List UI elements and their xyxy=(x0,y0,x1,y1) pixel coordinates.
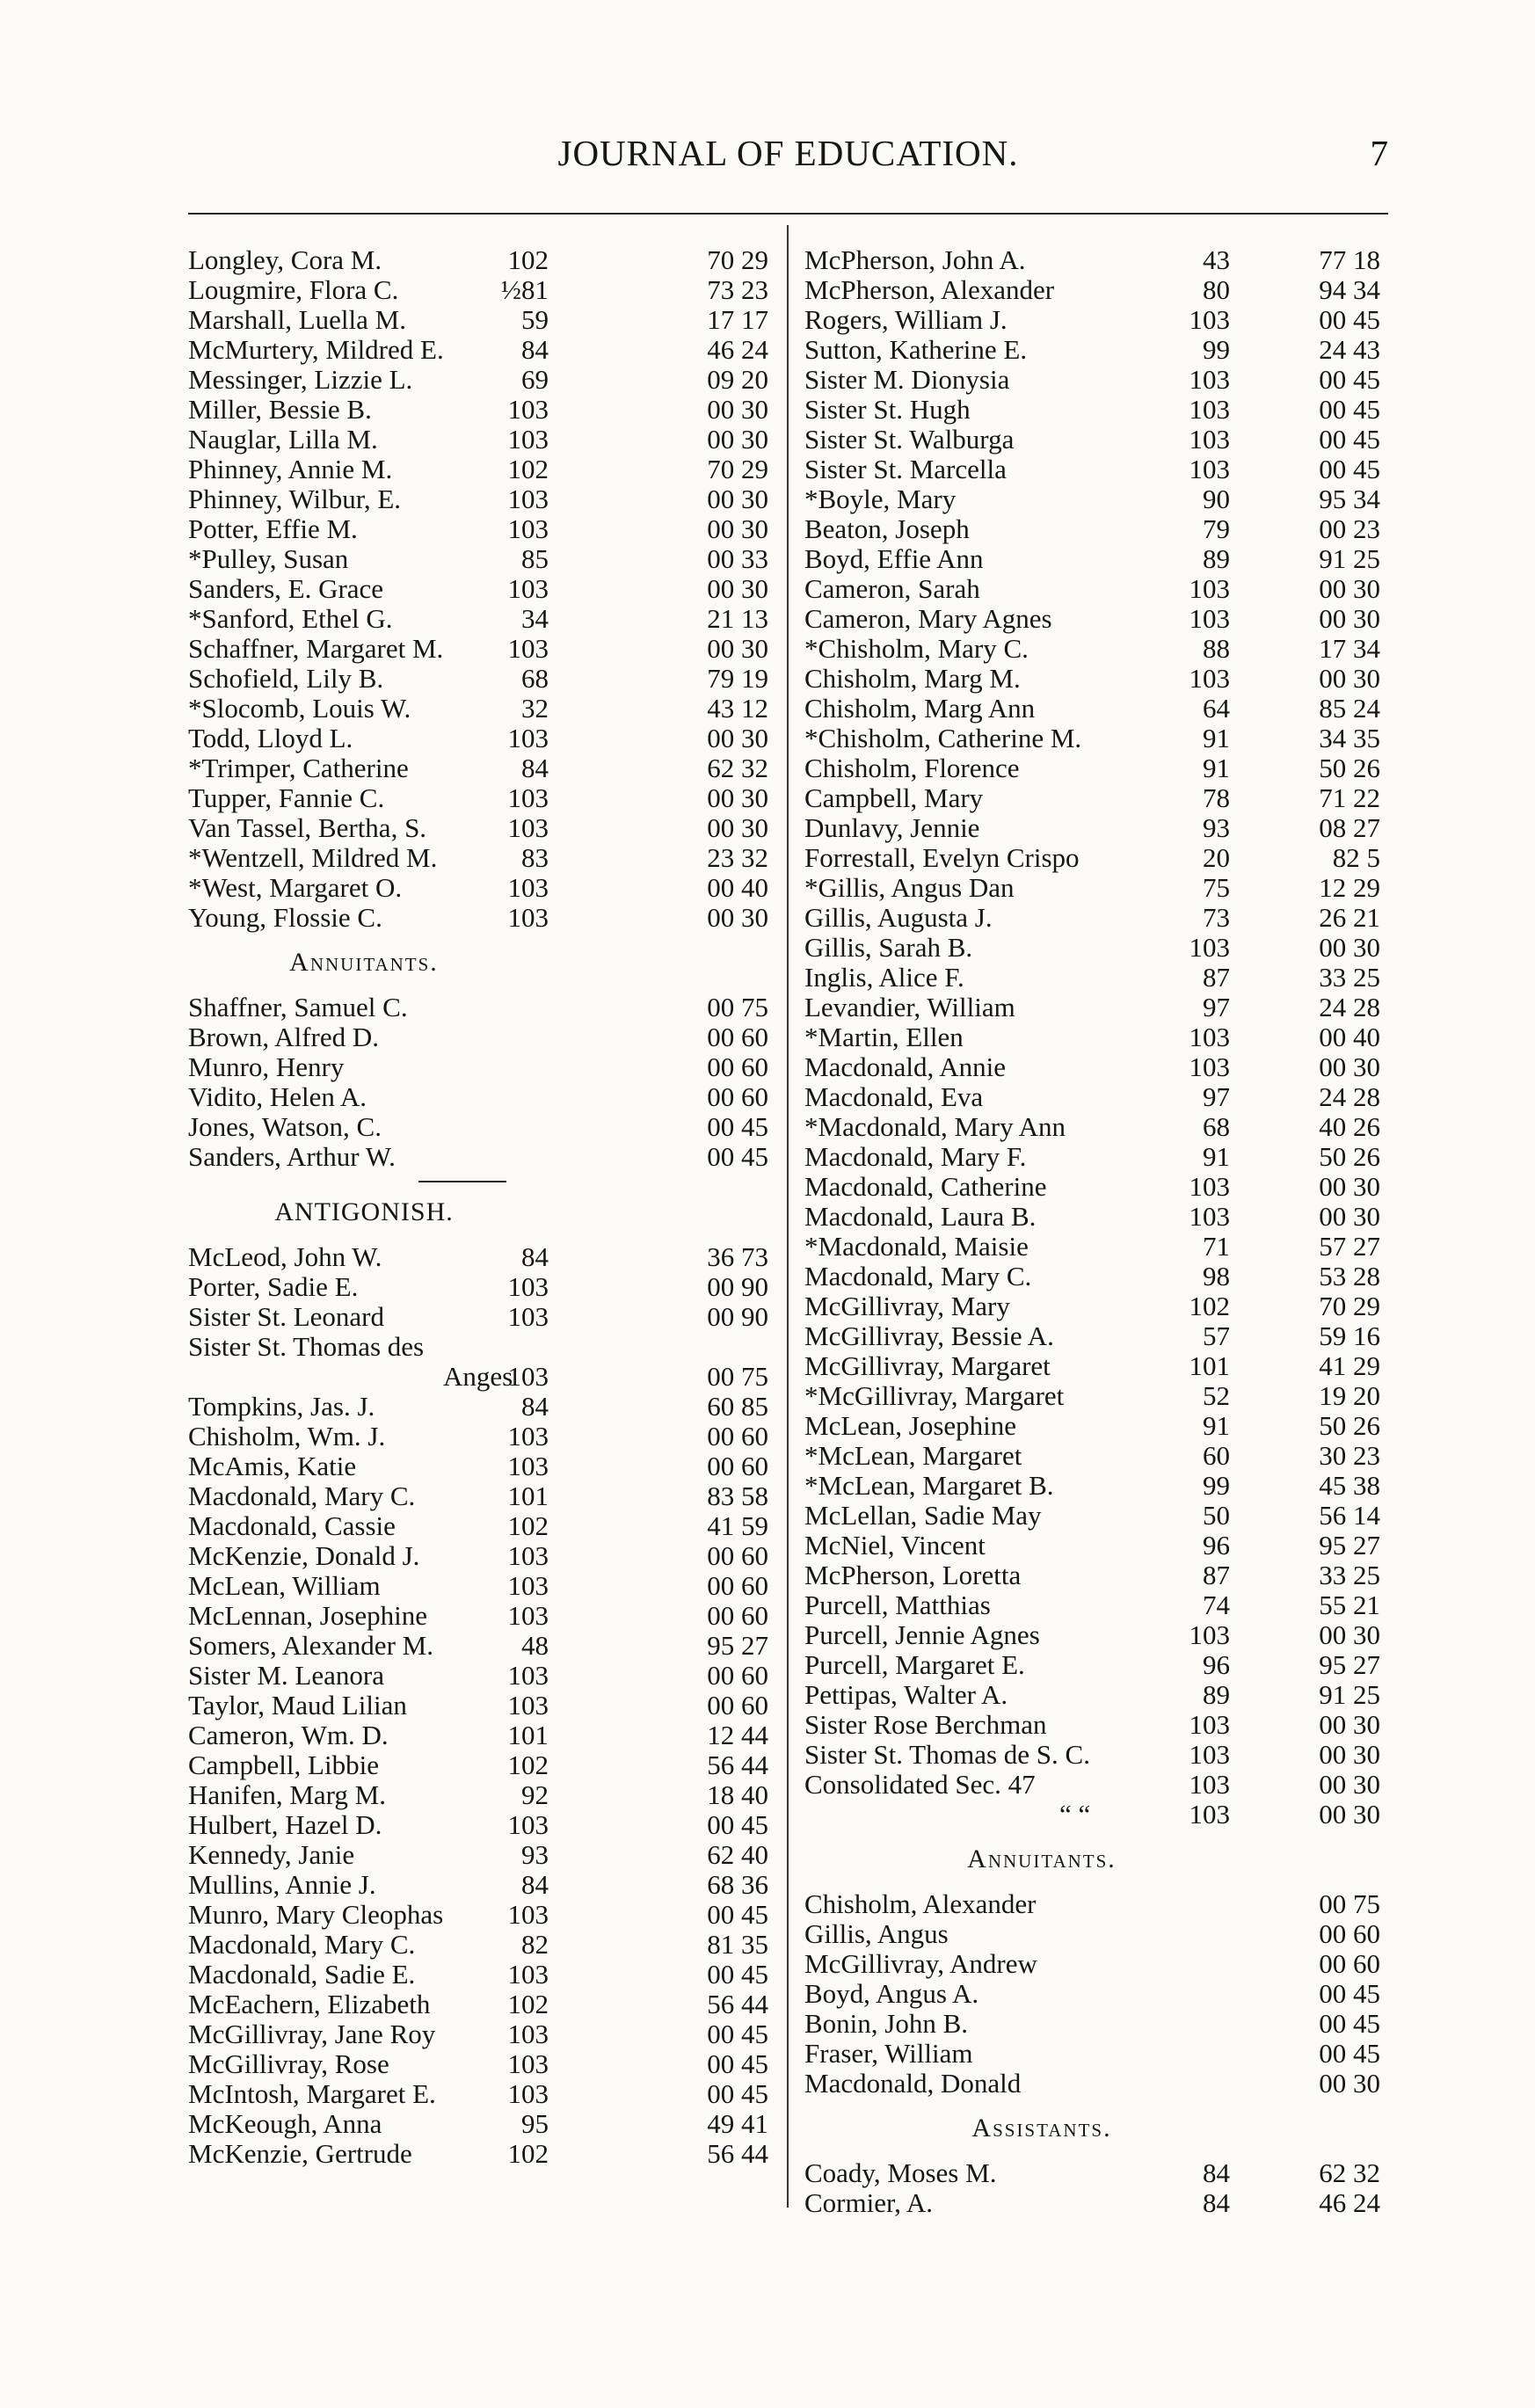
entry-name: *Macdonald, Mary Ann xyxy=(804,1111,1066,1142)
entry-name: Macdonald, Mary F. xyxy=(804,1141,1027,1172)
annuitants-heading: Annuitants. xyxy=(967,1844,1117,1873)
list-row: McPherson, Alexander 80 34 94 xyxy=(804,274,1380,305)
header-rule xyxy=(188,213,1388,215)
entry-name: Sister St. Marcella xyxy=(804,454,1007,484)
entry-name: Dunlavy, Jennie xyxy=(804,812,980,843)
list-row: Taylor, Maud Lilian 103 60 00 xyxy=(188,1690,768,1721)
entry-name: *McLean, Margaret xyxy=(804,1440,1022,1471)
annuitants-list xyxy=(188,993,777,1172)
entry-name: Inglis, Alice F. xyxy=(804,962,964,993)
list-row: Hanifen, Marg M. 92 40 18 xyxy=(188,1779,768,1810)
list-row: Purcell, Matthias 74 21 55 xyxy=(804,1590,1380,1620)
entry-name: Sister St. Thomas des xyxy=(188,1331,425,1362)
entry-name: Phinney, Wilbur, E. xyxy=(188,484,402,514)
list-row: Jones, Watson, C. 45 00 xyxy=(188,1111,768,1142)
list-row: Messinger, Lizzie L. 69 20 09 xyxy=(188,364,768,395)
entry-name: McLeod, John W. xyxy=(188,1241,382,1272)
page-number: 7 xyxy=(1370,133,1388,173)
list-row: Schofield, Lily B. 68 19 79 xyxy=(188,663,768,694)
entry-name: Vidito, Helen A. xyxy=(188,1081,367,1112)
entry-name: Macdonald, Cassie xyxy=(188,1510,396,1541)
annuitants-heading: Annuitants. xyxy=(289,948,439,977)
entry-name: *Gillis, Angus Dan xyxy=(804,872,1015,903)
entry-name: *Chisholm, Catherine M. xyxy=(804,723,1082,753)
list-row xyxy=(188,1332,777,1362)
list-row: Campbell, Mary 78 22 71 xyxy=(804,782,1380,813)
entry-name: Beaton, Joseph xyxy=(804,513,970,544)
list-row: McLeod, John W. 84 73 36 xyxy=(188,1241,768,1272)
entry-name: *Chisholm, Mary C. xyxy=(804,633,1029,664)
list-row: *Wentzell, Mildred M. 83 32 23 xyxy=(188,842,768,873)
entry-name: Sister Rose Berchman xyxy=(804,1709,1047,1740)
list-row: Macdonald, Annie 103 30 00 xyxy=(804,1051,1380,1082)
entry-name: Hanifen, Marg M. xyxy=(188,1779,386,1810)
entry-name: *Sanford, Ethel G. xyxy=(188,603,393,634)
entry-name: Sister St. Leonard xyxy=(188,1301,384,1332)
list-row: Cameron, Wm. D. 101 44 12 xyxy=(188,1720,768,1750)
list-row: Somers, Alexander M. 48 27 95 xyxy=(188,1630,768,1661)
list-row: Boyd, Angus A. 45 00 xyxy=(804,1978,1380,2009)
entry-name: McGillivray, Andrew xyxy=(804,1948,1037,1979)
entry-name: Bonin, John B. xyxy=(804,2008,969,2039)
entry-name: McLean, Josephine xyxy=(804,1410,1017,1441)
entry-name: *McLean, Margaret B. xyxy=(804,1470,1054,1501)
list-row: Porter, Sadie E. 103 90 00 xyxy=(188,1271,768,1302)
list-row: *Macdonald, Maisie 71 27 57 xyxy=(804,1231,1380,1262)
entry-name: Jones, Watson, C. xyxy=(188,1111,382,1142)
entry-name: *Boyle, Mary xyxy=(804,484,957,514)
county-heading: ANTIGONISH. xyxy=(274,1197,454,1226)
list-row: Gillis, Angus 60 00 xyxy=(804,1918,1380,1949)
list-row: Sister St. Hugh 103 45 00 xyxy=(804,394,1380,425)
annuitants-list xyxy=(804,1888,1380,2099)
entry-name: *Wentzell, Mildred M. xyxy=(188,842,438,873)
list-row: Boyd, Effie Ann 89 25 91 xyxy=(804,543,1380,574)
list-row: Lougmire, Flora C. 81½ 23 73 xyxy=(188,274,768,305)
list-row: Mullins, Annie J. 84 36 68 xyxy=(188,1869,768,1900)
entry-name: Macdonald, Mary C. xyxy=(188,1480,416,1511)
entry-name: Purcell, Matthias xyxy=(804,1590,991,1620)
entry-name: McGillivray, Mary xyxy=(804,1291,1010,1321)
list-row: Sister St. Walburga 103 45 00 xyxy=(804,424,1380,455)
list-row: Vidito, Helen A. 60 00 xyxy=(188,1081,768,1112)
list-row: Sutton, Katherine E. 99 43 24 xyxy=(804,334,1380,365)
page-header xyxy=(188,132,1388,183)
entry-name: Chisholm, Marg Ann xyxy=(804,693,1036,724)
entry-name: McLennan, Josephine xyxy=(188,1600,428,1631)
list-row: Inglis, Alice F. 87 25 33 xyxy=(804,962,1380,993)
entry-name: Macdonald, Donald xyxy=(804,2068,1022,2099)
list-row: Chisholm, Marg Ann 64 24 85 xyxy=(804,693,1380,724)
list-row: Beaton, Joseph 79 23 00 xyxy=(804,513,1380,544)
entry-name: Cameron, Sarah xyxy=(804,573,980,604)
list-row: Nauglar, Lilla M. 103 30 00 xyxy=(188,424,768,455)
entry-name: Lougmire, Flora C. xyxy=(188,274,399,305)
entry-name: Potter, Effie M. xyxy=(188,513,358,544)
list-row: Pettipas, Walter A. 89 25 91 xyxy=(804,1679,1380,1710)
entry-name: Levandier, William xyxy=(804,992,1015,1022)
list-row: Dunlavy, Jennie 93 27 08 xyxy=(804,812,1380,843)
entry-name: McEachern, Elizabeth xyxy=(188,1989,431,2019)
list-row: *West, Margaret O. 103 40 00 xyxy=(188,872,768,903)
teacher-list xyxy=(804,244,1380,1830)
entry-name: McKenzie, Gertrude xyxy=(188,2138,412,2169)
list-row: Sanders, E. Grace 103 30 00 xyxy=(188,573,768,604)
entry-name: *Slocomb, Louis W. xyxy=(188,693,411,724)
entry-name: Macdonald, Catherine xyxy=(804,1171,1047,1202)
entry-name: Brown, Alfred D. xyxy=(188,1022,379,1052)
list-row: McGillivray, Rose 103 45 00 xyxy=(188,2048,768,2079)
entry-name: Consolidated Sec. 47 xyxy=(804,1769,1036,1800)
entry-name: Campbell, Mary xyxy=(804,782,984,813)
list-row: Sanders, Arthur W. 45 00 xyxy=(188,1141,768,1172)
list-row: Potter, Effie M. 103 30 00 xyxy=(188,513,768,544)
list-row: McPherson, Loretta 87 25 33 xyxy=(804,1560,1380,1590)
entry-name: Chisholm, Florence xyxy=(804,753,1020,783)
list-row: Munro, Mary Cleophas 103 45 00 xyxy=(188,1899,768,1930)
list-row: Levandier, William 97 28 24 xyxy=(804,992,1380,1022)
assistants-list xyxy=(804,2157,1380,2218)
entry-name: *West, Margaret O. xyxy=(188,872,403,903)
list-row: Todd, Lloyd L. 103 30 00 xyxy=(188,723,768,753)
list-row: Cormier, A. 84 24 46 xyxy=(804,2187,1380,2218)
list-row: McLennan, Josephine 103 60 00 xyxy=(188,1600,768,1631)
list-row: McIntosh, Margaret E. 103 45 00 xyxy=(188,2078,768,2109)
entry-name: McKeough, Anna xyxy=(188,2108,382,2139)
entry-name: Munro, Henry xyxy=(188,1051,345,1082)
entry-name: Sanders, E. Grace xyxy=(188,573,384,604)
entry-name: Tupper, Fannie C. xyxy=(188,782,385,813)
list-row: Gillis, Sarah B. 103 30 00 xyxy=(804,932,1380,963)
teacher-list xyxy=(188,1242,777,2169)
list-row: Miller, Bessie B. 103 30 00 xyxy=(188,394,768,425)
entry-name: “ “ xyxy=(1059,1799,1091,1830)
entry-name: Macdonald, Laura B. xyxy=(804,1201,1037,1232)
list-row: Macdonald, Mary C. 101 58 83 xyxy=(188,1480,768,1511)
list-row: Bonin, John B. 45 00 xyxy=(804,2008,1380,2039)
list-row: Consolidated Sec. 47 103 30 00 xyxy=(804,1769,1380,1800)
list-row: McLellan, Sadie May 50 14 56 xyxy=(804,1500,1380,1531)
entry-name: Boyd, Angus A. xyxy=(804,1978,979,2009)
entry-name: Macdonald, Annie xyxy=(804,1051,1007,1082)
entry-name: Chisholm, Alexander xyxy=(804,1888,1037,1919)
list-row: Sister St. Thomas de S. C. 103 30 00 xyxy=(804,1739,1380,1770)
list-row: Macdonald, Mary C. 98 28 53 xyxy=(804,1261,1380,1291)
list-row: Van Tassel, Bertha, S. 103 30 00 xyxy=(188,812,768,843)
entry-name: McAmis, Katie xyxy=(188,1451,357,1481)
entry-name: Sutton, Katherine E. xyxy=(804,334,1028,365)
list-row: McLean, William 103 60 00 xyxy=(188,1570,768,1601)
entry-name: Gillis, Sarah B. xyxy=(804,932,973,963)
entry-name: McLellan, Sadie May xyxy=(804,1500,1042,1531)
entry-name: McMurtery, Mildred E. xyxy=(188,334,444,365)
list-row: Tompkins, Jas. J. 84 85 60 xyxy=(188,1391,768,1422)
entry-name: Tompkins, Jas. J. xyxy=(188,1391,375,1422)
list-row: Kennedy, Janie 93 40 62 xyxy=(188,1839,768,1870)
entry-name: *McGillivray, Margaret xyxy=(804,1380,1065,1411)
list-row: Chisholm, Florence 91 26 50 xyxy=(804,753,1380,783)
list-row: McGillivray, Mary 102 29 70 xyxy=(804,1291,1380,1321)
entry-name: Cameron, Wm. D. xyxy=(188,1720,389,1750)
entry-name: Van Tassel, Bertha, S. xyxy=(188,812,427,843)
entry-name: Boyd, Effie Ann xyxy=(804,543,984,574)
list-row: *Boyle, Mary 90 34 95 xyxy=(804,484,1380,514)
list-row: Anges 103 75 00 xyxy=(443,1361,768,1392)
list-row: Campbell, Libbie 102 44 56 xyxy=(188,1750,768,1780)
list-row: *Slocomb, Louis W. 32 12 43 xyxy=(188,693,768,724)
list-row: Sister Rose Berchman 103 30 00 xyxy=(804,1709,1380,1740)
list-row: Sister St. Leonard 103 90 00 xyxy=(188,1301,768,1332)
entry-name: Sister M. Leanora xyxy=(188,1660,384,1691)
entry-name: Marshall, Luella M. xyxy=(188,304,406,335)
list-row: McNiel, Vincent 96 27 95 xyxy=(804,1530,1380,1560)
list-row: Gillis, Augusta J. 73 21 26 xyxy=(804,902,1380,933)
list-row: “ “ 103 30 00 xyxy=(1059,1799,1380,1830)
entry-name: Longley, Cora M. xyxy=(188,244,382,275)
list-row: McGillivray, Jane Roy 103 45 00 xyxy=(188,2019,768,2049)
list-row: Chisholm, Marg M. 103 30 00 xyxy=(804,663,1380,694)
entry-name: Rogers, William J. xyxy=(804,304,1008,335)
list-row: McEachern, Elizabeth 102 44 56 xyxy=(188,1989,768,2019)
entry-name: Purcell, Margaret E. xyxy=(804,1649,1025,1680)
list-row: Munro, Henry 60 00 xyxy=(188,1051,768,1082)
entry-name: Gillis, Augusta J. xyxy=(804,902,993,933)
entry-name: McGillivray, Margaret xyxy=(804,1350,1051,1381)
list-row: *Trimper, Catherine 84 32 62 xyxy=(188,753,768,783)
list-row: Cameron, Sarah 103 30 00 xyxy=(804,573,1380,604)
entry-name: McKenzie, Donald J. xyxy=(188,1540,420,1571)
entry-name: Sister M. Dionysia xyxy=(804,364,1010,395)
journal-title: JOURNAL OF EDUCATION. xyxy=(557,133,1019,173)
entry-name: Somers, Alexander M. xyxy=(188,1630,433,1661)
entry-name: Nauglar, Lilla M. xyxy=(188,424,378,455)
list-row: *Sanford, Ethel G. 34 13 21 xyxy=(188,603,768,634)
entry-name: *Martin, Ellen xyxy=(804,1022,964,1052)
list-row: Tupper, Fannie C. 103 30 00 xyxy=(188,782,768,813)
entry-name: Mullins, Annie J. xyxy=(188,1869,376,1900)
list-row: McKenzie, Donald J. 103 60 00 xyxy=(188,1540,768,1571)
list-row: Schaffner, Margaret M. 103 30 00 xyxy=(188,633,768,664)
entry-name: Campbell, Libbie xyxy=(188,1750,379,1780)
entry-name: Porter, Sadie E. xyxy=(188,1271,359,1302)
list-row: McAmis, Katie 103 60 00 xyxy=(188,1451,768,1481)
left-column xyxy=(188,245,777,2169)
list-row: Fraser, William 45 00 xyxy=(804,2038,1380,2069)
entry-name: Anges xyxy=(443,1361,513,1392)
assistants-heading: Assistants. xyxy=(971,2113,1112,2142)
list-row: Forrestall, Evelyn Crispo 20 5 82 xyxy=(804,842,1380,873)
teacher-list xyxy=(188,245,777,933)
entry-name: Macdonald, Eva xyxy=(804,1081,984,1112)
list-row: Chisholm, Wm. J. 103 60 00 xyxy=(188,1421,768,1451)
list-row: McLean, Josephine 91 26 50 xyxy=(804,1410,1380,1441)
list-row: Macdonald, Laura B. 103 30 00 xyxy=(804,1201,1380,1232)
entry-name: Messinger, Lizzie L. xyxy=(188,364,413,395)
list-row: Sister St. Marcella 103 45 00 xyxy=(804,454,1380,484)
entry-name: Sanders, Arthur W. xyxy=(188,1141,396,1172)
list-row: McGillivray, Andrew 60 00 xyxy=(804,1948,1380,1979)
entry-name: Hulbert, Hazel D. xyxy=(188,1809,382,1840)
entry-name: Munro, Mary Cleophas xyxy=(188,1899,444,1930)
entry-name: Young, Flossie C. xyxy=(188,902,382,933)
entry-name: Miller, Bessie B. xyxy=(188,394,372,425)
list-row: *McLean, Margaret 60 23 30 xyxy=(804,1440,1380,1471)
list-row: McPherson, John A. 43 18 77 xyxy=(804,244,1380,275)
list-row: *McLean, Margaret B. 99 38 45 xyxy=(804,1470,1380,1501)
entry-name: Cameron, Mary Agnes xyxy=(804,603,1052,634)
list-row: *Chisholm, Catherine M. 91 35 34 xyxy=(804,723,1380,753)
entry-name: Todd, Lloyd L. xyxy=(188,723,353,753)
list-row: Sister M. Leanora 103 60 00 xyxy=(188,1660,768,1691)
list-row: McMurtery, Mildred E. 84 24 46 xyxy=(188,334,768,365)
entry-name: *Macdonald, Maisie xyxy=(804,1231,1029,1262)
entry-name: Macdonald, Mary C. xyxy=(804,1261,1032,1291)
list-row: McGillivray, Bessie A. 57 16 59 xyxy=(804,1320,1380,1351)
entry-name: Fraser, William xyxy=(804,2038,973,2069)
entry-name: Sister St. Walburga xyxy=(804,424,1015,455)
list-row: Purcell, Margaret E. 96 27 95 xyxy=(804,1649,1380,1680)
entry-name: Pettipas, Walter A. xyxy=(804,1679,1008,1710)
list-row: Brown, Alfred D. 60 00 xyxy=(188,1022,768,1052)
list-row: Macdonald, Catherine 103 30 00 xyxy=(804,1171,1380,1202)
list-row: Phinney, Annie M. 102 29 70 xyxy=(188,454,768,484)
list-row: Macdonald, Mary F. 91 26 50 xyxy=(804,1141,1380,1172)
entry-name: Kennedy, Janie xyxy=(188,1839,355,1870)
list-row: Cameron, Mary Agnes 103 30 00 xyxy=(804,603,1380,634)
entry-name: Cormier, A. xyxy=(804,2187,933,2218)
entry-name: *Pulley, Susan xyxy=(188,543,349,574)
list-row: Coady, Moses M. 84 32 62 xyxy=(804,2157,1380,2188)
list-row: Purcell, Jennie Agnes 103 30 00 xyxy=(804,1619,1380,1650)
list-row: Macdonald, Sadie E. 103 45 00 xyxy=(188,1959,768,1990)
entry-name: Macdonald, Sadie E. xyxy=(188,1959,416,1990)
list-row: Shaffner, Samuel C. 75 00 xyxy=(188,992,768,1022)
list-row: *McGillivray, Margaret 52 20 19 xyxy=(804,1380,1380,1411)
list-row: Phinney, Wilbur, E. 103 30 00 xyxy=(188,484,768,514)
entry-name: McPherson, Loretta xyxy=(804,1560,1022,1590)
entry-name: McGillivray, Jane Roy xyxy=(188,2019,436,2049)
entry-name: McNiel, Vincent xyxy=(804,1530,986,1560)
list-row: Hulbert, Hazel D. 103 45 00 xyxy=(188,1809,768,1840)
list-row: *Martin, Ellen 103 40 00 xyxy=(804,1022,1380,1052)
entry-name: Phinney, Annie M. xyxy=(188,454,393,484)
entry-name: McIntosh, Margaret E. xyxy=(188,2078,436,2109)
entry-name: McPherson, John A. xyxy=(804,244,1026,275)
column-divider xyxy=(787,225,789,2208)
entry-name: Macdonald, Mary C. xyxy=(188,1929,416,1960)
entry-name: McLean, William xyxy=(188,1570,381,1601)
list-row: *Chisholm, Mary C. 88 34 17 xyxy=(804,633,1380,664)
list-row: Sister M. Dionysia 103 45 00 xyxy=(804,364,1380,395)
entry-name: *Trimper, Catherine xyxy=(188,753,409,783)
list-row: Young, Flossie C. 103 30 00 xyxy=(188,902,768,933)
entry-name: Purcell, Jennie Agnes xyxy=(804,1619,1040,1650)
entry-name: Gillis, Angus xyxy=(804,1918,949,1949)
entry-name: Schaffner, Margaret M. xyxy=(188,633,444,664)
entry-name: Sister St. Thomas de S. C. xyxy=(804,1739,1090,1770)
list-row: *Macdonald, Mary Ann 68 26 40 xyxy=(804,1111,1380,1142)
list-row: McGillivray, Margaret 101 29 41 xyxy=(804,1350,1380,1381)
entry-name: Taylor, Maud Lilian xyxy=(188,1690,407,1721)
entry-name: Sister St. Hugh xyxy=(804,394,971,425)
list-row: *Gillis, Angus Dan 75 29 12 xyxy=(804,872,1380,903)
list-row: McKeough, Anna 95 41 49 xyxy=(188,2108,768,2139)
entry-name: Forrestall, Evelyn Crispo xyxy=(804,842,1080,873)
entry-name: Schofield, Lily B. xyxy=(188,663,384,694)
entry-name: McPherson, Alexander xyxy=(804,274,1055,305)
list-row: Rogers, William J. 103 45 00 xyxy=(804,304,1380,335)
list-row: Macdonald, Donald 30 00 xyxy=(804,2068,1380,2099)
list-row: Macdonald, Eva 97 28 24 xyxy=(804,1081,1380,1112)
entry-name: Shaffner, Samuel C. xyxy=(188,992,408,1022)
right-column xyxy=(804,244,1380,2218)
entry-name: Chisholm, Marg M. xyxy=(804,663,1021,694)
entry-name: Chisholm, Wm. J. xyxy=(188,1421,386,1451)
list-row: Chisholm, Alexander 75 00 xyxy=(804,1888,1380,1919)
entry-name: McGillivray, Bessie A. xyxy=(804,1320,1054,1351)
list-row: Longley, Cora M. 102 29 70 xyxy=(188,244,768,275)
list-row: Marshall, Luella M. 59 17 17 xyxy=(188,304,768,335)
entry-name: McGillivray, Rose xyxy=(188,2048,389,2079)
list-row: Macdonald, Cassie 102 59 41 xyxy=(188,1510,768,1541)
list-row: McKenzie, Gertrude 102 44 56 xyxy=(188,2138,768,2169)
list-row: *Pulley, Susan 85 33 00 xyxy=(188,543,768,574)
entry-name: Coady, Moses M. xyxy=(804,2157,997,2188)
list-row: Macdonald, Mary C. 82 35 81 xyxy=(188,1929,768,1960)
